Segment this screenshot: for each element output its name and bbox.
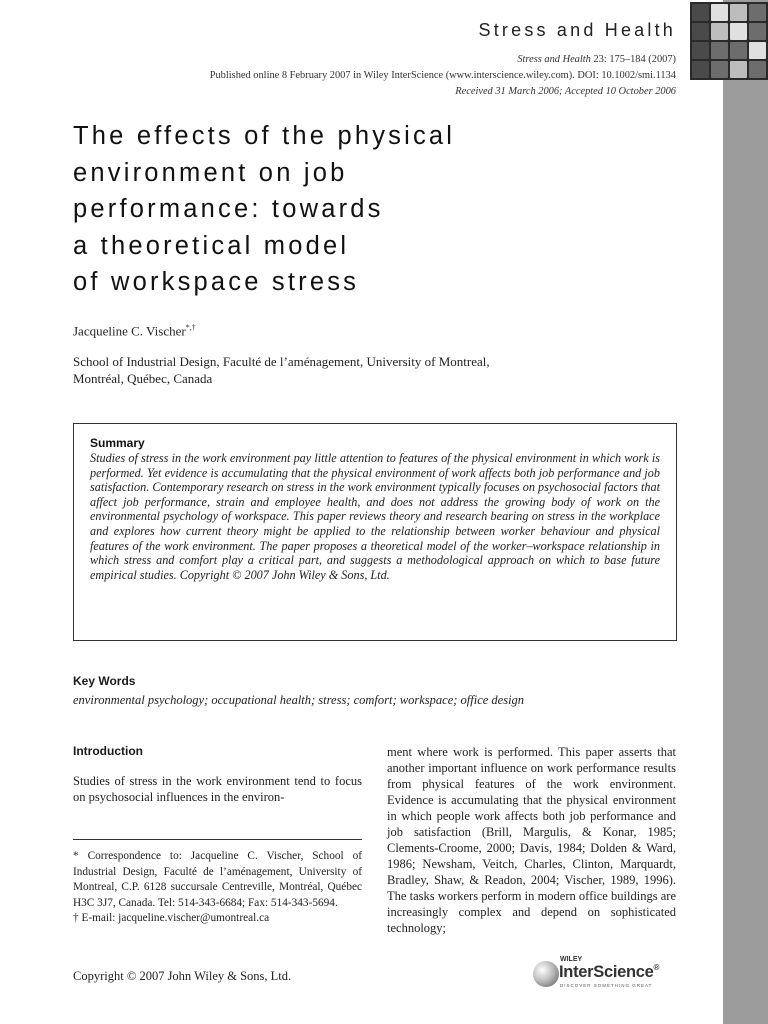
title-line: environment on job <box>73 158 348 187</box>
footnotes <box>73 849 362 927</box>
email-footnote: † E-mail: jacqueline.vischer@umontreal.ca <box>73 912 270 925</box>
author-name: Jacqueline C. Vischer <box>73 323 186 339</box>
received-line: Received 31 March 2006; Accepted 10 October 2006 <box>455 86 676 97</box>
affiliation-line: School of Industrial Design, Faculté de l’aménagement, University of Montreal, <box>73 354 490 369</box>
keywords-heading: Key Words <box>73 674 136 688</box>
summary-heading: Summary <box>90 436 145 450</box>
author <box>73 323 196 339</box>
logo-interscience-wordmark <box>559 963 659 982</box>
logo-tagline: DISCOVER SOMETHING GREAT <box>560 983 653 988</box>
publication-info <box>210 52 676 100</box>
wiley-interscience-logo <box>533 955 683 995</box>
introduction-left-text: Studies of stress in the work environment tend to focus on psychosocial influences in the environ- <box>73 774 362 804</box>
summary-text: Studies of stress in the work environment pay little attention to features of the physical environment in which work is performed. Yet evidence is accumulating that the physical environment of work affects both job performance and job satisfaction. Contemporary research on stress in the work environment typically focuses on psychosocial factors that affect job performance, strain and employee health, and does not address the growing body of work on the environmental psychology of workspace. This paper reviews theory and research bearing on stress in the workplace and explores how current theory might be applied to the relationship between worker behaviour and physical features of the work environment. The paper proposes a theoretical model of the worker–workspace relationship in which stress and comfort play a critical part, and suggests a methodological approach on which to base future empirical studies. Copyright © 2007 John Wiley & Sons, Ltd. <box>90 451 660 582</box>
copyright-notice: Copyright © 2007 John Wiley & Sons, Ltd. <box>73 969 292 983</box>
globe-icon <box>533 961 559 987</box>
author-marks: *,† <box>185 323 196 332</box>
logo-registered-mark: ® <box>653 963 660 972</box>
keywords-text: environmental psychology; occupational health; stress; comfort; workspace; office design <box>73 693 525 707</box>
summary-box <box>73 423 677 641</box>
affiliation-line: Montréal, Québec, Canada <box>73 371 213 386</box>
article-title <box>73 118 573 301</box>
title-line: performance: towards <box>73 195 384 223</box>
logo-interscience-text: InterScience <box>559 963 654 981</box>
title-line: of workspace stress <box>73 268 360 296</box>
journal-logo-icon <box>690 2 768 80</box>
journal-name: Stress and Health <box>478 20 676 40</box>
title-line: The effects of the physical <box>73 122 456 150</box>
right-margin-bar <box>723 0 768 1024</box>
affiliation <box>73 353 633 387</box>
correspondence-footnote: * Correspondence to: Jacqueline C. Vischer, School of Industrial Design, Faculté de l’aménagement, University of Montreal, C.P. 6128 succursale Centreville, Montréal, Québec H3C 3J7, Canada. Tel: 514-343-6684; Fax: 514-343-5694. <box>73 850 362 909</box>
footnote-divider <box>73 839 362 840</box>
citation-journal: Stress and Health <box>517 54 591 65</box>
published-line: Published online 8 February 2007 in Wiley InterScience (www.interscience.wiley.com). DOI: 10.1002/smi.1134 <box>209 70 676 81</box>
citation-line <box>210 52 676 68</box>
logo-wiley-text: WILEY <box>560 956 583 963</box>
title-line: a theoretical model <box>73 231 350 260</box>
introduction-heading: Introduction <box>73 744 143 758</box>
introduction-right-text: ment where work is performed. This paper asserts that another important influence on work performance results from physical features of the work environment. Evidence is accumulating that the physical environment in which people work affects both job performance and job satisfaction (Brill, Margulis, & Konar, 1985; Clements-Croome, 2000; Davis, 1984; Dolden & Ward, 1986; Newsham, Veitch, Charles, Clinton, Marquardt, Bradley, Shaw, & Readon, 2004; Vischer, 1989, 1996). The tasks workers perform in modern office buildings are increasingly complex and depend on sophisticated technology; <box>387 745 676 935</box>
citation-volume-pages: 23: 175–184 (2007) <box>590 54 676 65</box>
